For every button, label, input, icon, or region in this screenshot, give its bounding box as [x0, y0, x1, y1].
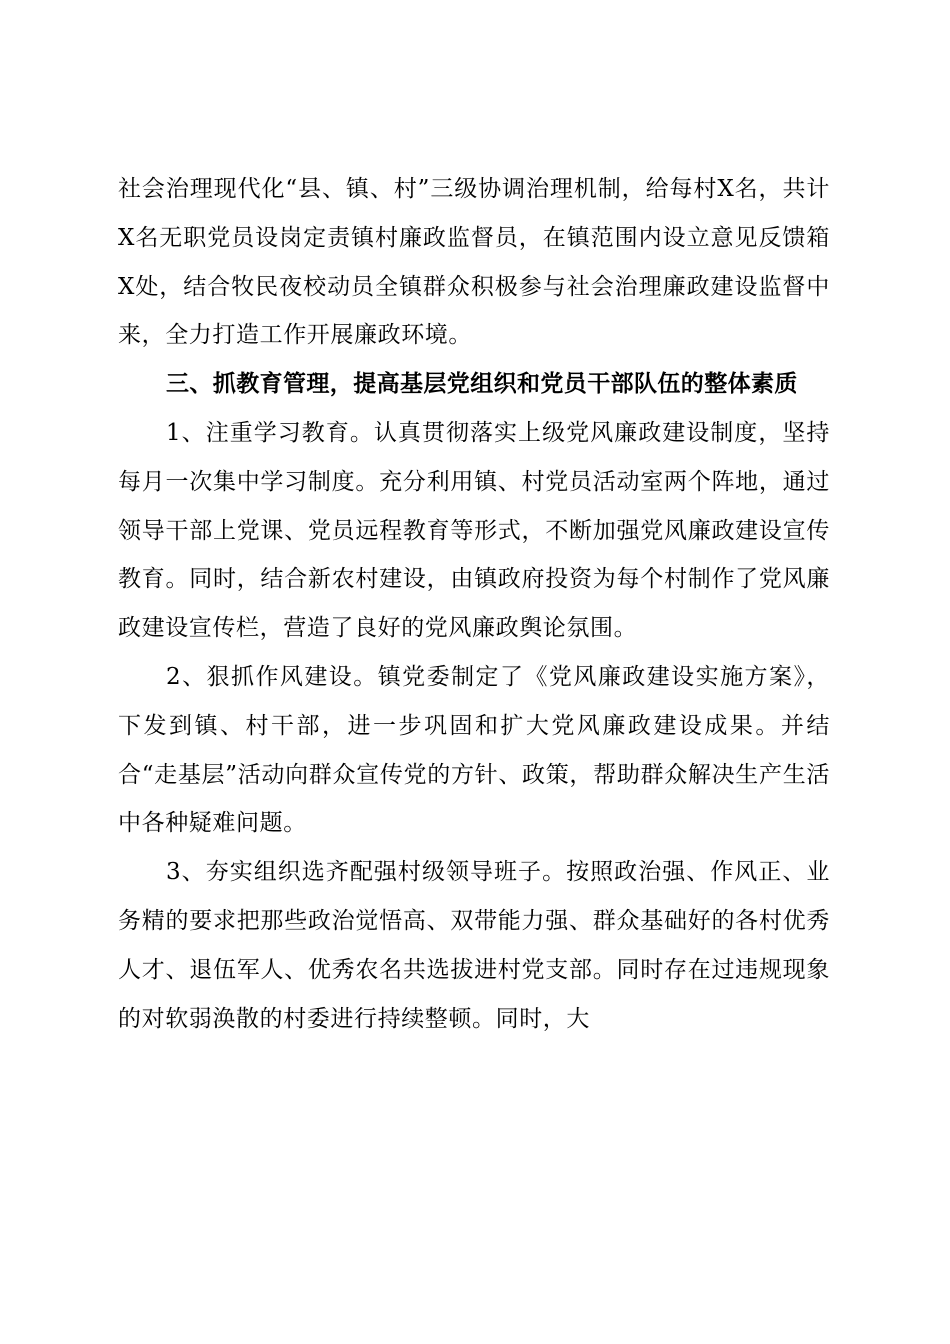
section-heading: 三、抓教育管理，提高基层党组织和党员干部队伍的整体素质 [166, 371, 798, 398]
paragraph-continuation: 社会治理现代化“县、镇、村”三级协调治理机制，给每村X名，共计X名无职党员设岗定责镇村廉政监督员，在镇范围内设立意见反馈箱X处，结合牧民夜校动员全镇群众积极参与社会治理廉政建设监督中来，全力打造工作开展廉政环境。 [118, 176, 830, 349]
document-body [118, 165, 830, 1043]
paragraph-leadership-team: 3、夯实组织选齐配强村级领导班子。按照政治强、作风正、业务精的要求把那些政治觉悟高、双带能力强、群众基础好的各村优秀人才、退伍军人、优秀农名共选拔进村党支部。同时存在过违规现象的对软弱涣散的村委进行持续整顿。同时，大 [118, 859, 830, 1032]
paragraph-study-education: 1、注重学习教育。认真贯彻落实上级党风廉政建设制度，坚持每月一次集中学习制度。充分利用镇、村党员活动室两个阵地，通过领导干部上党课、党员远程教育等形式，不断加强党风廉政建设宣传教育。同时，结合新农村建设，由镇政府投资为每个村制作了党风廉政建设宣传栏，营造了良好的党风廉政舆论氛围。 [118, 419, 830, 642]
paragraph-work-style: 2、狠抓作风建设。镇党委制定了《党风廉政建设实施方案》，下发到镇、村干部，进一步巩固和扩大党风廉政建设成果。并结合“走基层”活动向群众宣传党的方针、政策，帮助群众解决生产生活中各种疑难问题。 [118, 663, 830, 837]
